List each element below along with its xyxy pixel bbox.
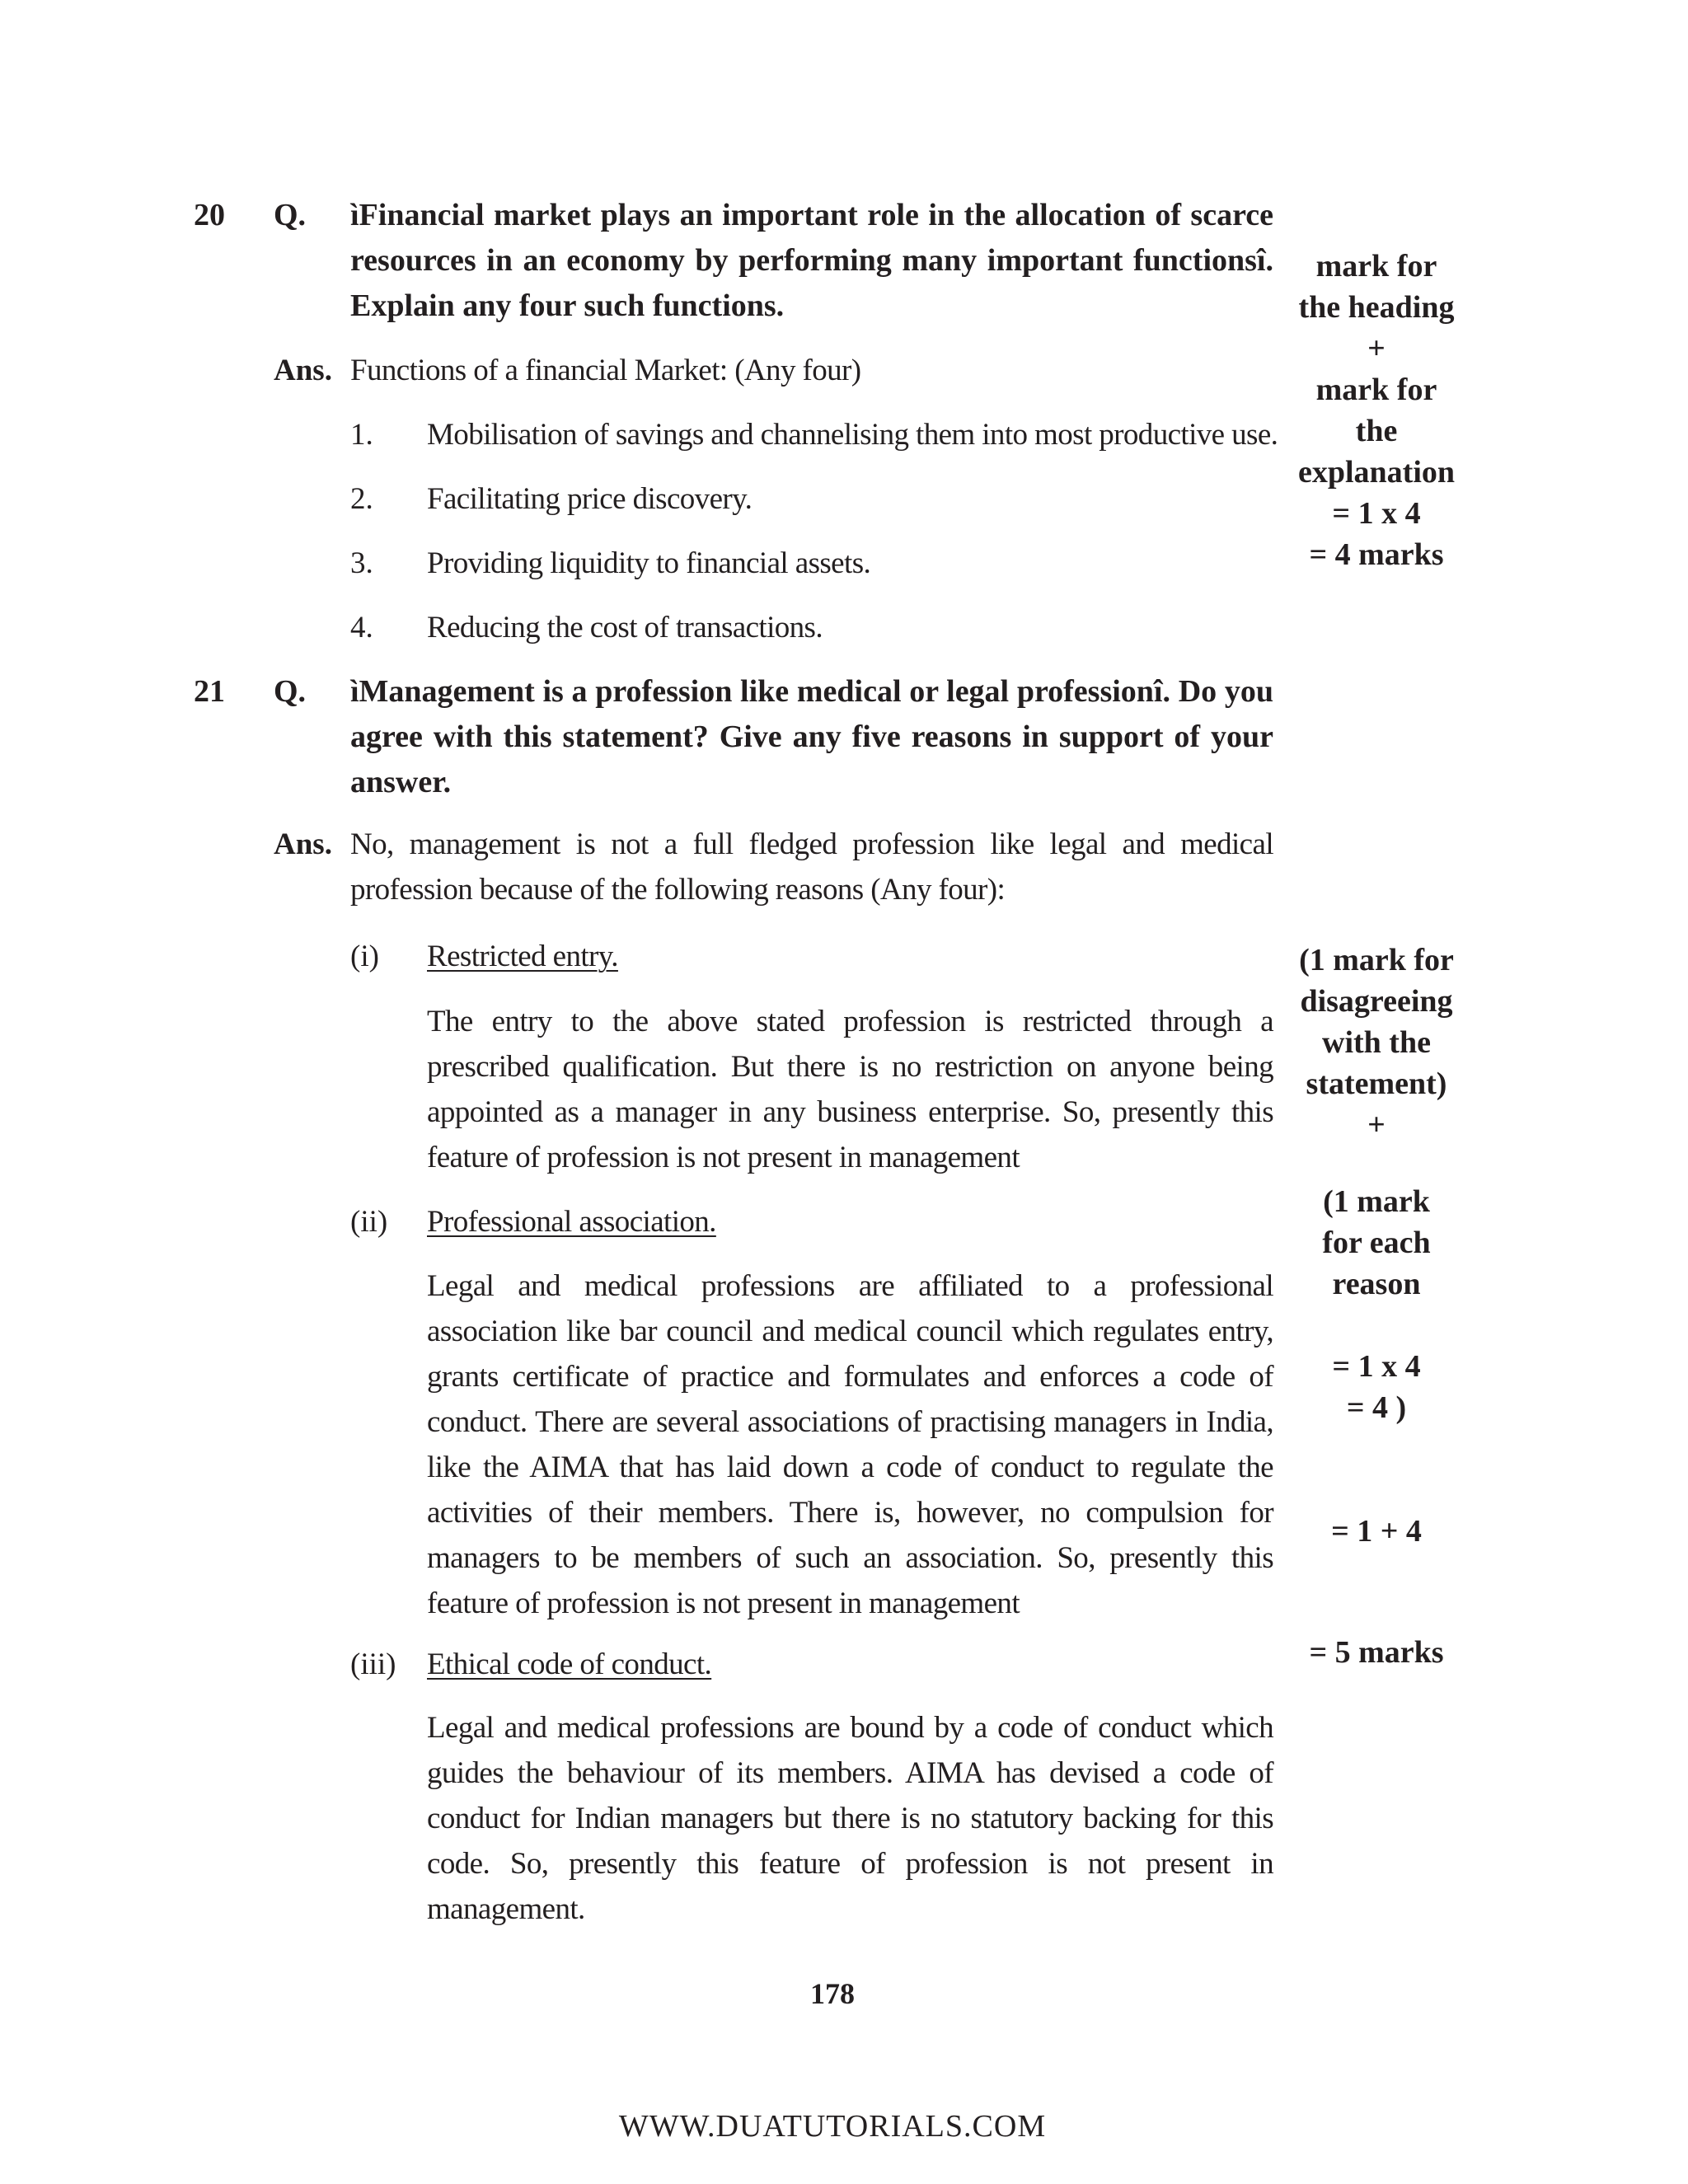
point-heading: Restricted entry.	[427, 940, 618, 973]
marks-line: the heading	[1298, 290, 1455, 325]
marks-line: +	[1367, 331, 1386, 366]
marks-line: = 4 )	[1346, 1390, 1407, 1425]
point-heading: Professional association.	[427, 1205, 716, 1239]
question-number-20: 20	[194, 198, 225, 232]
marks-line: with the	[1322, 1025, 1431, 1060]
marks-line: = 1 + 4	[1331, 1514, 1422, 1549]
list-item-number: 3.	[350, 546, 373, 580]
marks-line: for each	[1322, 1226, 1431, 1260]
point-number: (i)	[350, 940, 379, 973]
marks-line: explanation	[1297, 455, 1456, 490]
point-heading: Ethical code of conduct.	[427, 1647, 712, 1681]
marks-line: mark for	[1315, 373, 1437, 407]
marks-note-21	[1286, 940, 1467, 1146]
point-number: (ii)	[350, 1205, 388, 1239]
question-label-21: Q.	[274, 674, 307, 709]
marks-line: = 1 x 4	[1332, 496, 1421, 531]
page-number: 178	[810, 1977, 855, 2010]
point-text: The entry to the above stated profession is restricted through a prescribed qualification. But there is no restriction on anyone being appointed as a manager in any business enterprise. So, presently this feature of profession is not present in management	[427, 1005, 1273, 1174]
point-number: (iii)	[350, 1647, 396, 1681]
question-label-20: Q.	[274, 198, 307, 232]
question-text-21: ìManagement is a profession like medical or legal professionî. Do you agree with this statement? Give any five reasons in support of your answer.	[350, 674, 1273, 799]
marks-line: disagreeing	[1300, 984, 1453, 1019]
point-text: Legal and medical professions are affiliated to a professional association like bar council and medical council which regulates entry, grants certificate of practice and formulates and enforces a code of conduct. There are several associations of practising managers in India, like the AIMA that has laid down a code of conduct to regulate the activities of their members. There is, however, no compulsion for managers to be members of such an association. So, presently this feature of profession is not present in management	[427, 1269, 1273, 1620]
marks-total: = 5 marks	[1309, 1635, 1444, 1670]
footer-url: WWW.DUATUTORIALS.COM	[618, 2109, 1047, 2144]
answer-label-21: Ans.	[274, 827, 332, 861]
list-item-number: 4.	[350, 611, 373, 644]
list-item-text: Providing liquidity to financial assets.	[427, 546, 871, 580]
list-item-text: Facilitating price discovery.	[427, 482, 753, 516]
marks-note-20	[1286, 246, 1467, 575]
marks-line: the	[1355, 414, 1398, 448]
list-item-text: Reducing the cost of transactions.	[427, 611, 823, 644]
marks-line: +	[1367, 1108, 1386, 1142]
marks-note-21-reason	[1286, 1181, 1467, 1305]
answer-label-20: Ans.	[274, 354, 332, 387]
marks-line: mark for	[1315, 249, 1437, 284]
list-item-text: Mobilisation of savings and channelising them into most productive use.	[427, 418, 1278, 452]
marks-line: = 1 x 4	[1332, 1349, 1421, 1384]
question-number-21: 21	[194, 674, 225, 709]
question-text-20: ìFinancial market plays an important role in the allocation of scarce resources in an economy by performing many important functionsî. Explain any four such functions.	[350, 198, 1273, 323]
list-item-number: 2.	[350, 482, 373, 516]
list-item-number: 1.	[350, 418, 373, 452]
marks-line: reason	[1332, 1267, 1421, 1301]
answer-intro-21: No, management is not a full fledged profession like legal and medical profession because of the following reasons (Any four):	[350, 827, 1273, 907]
point-text: Legal and medical professions are bound by a code of conduct which guides the behaviour of its members. AIMA has devised a code of conduct for Indian managers but there is no statutory backing for this code. So, presently this feature of profession is not present in management.	[427, 1711, 1273, 1926]
marks-line: (1 mark	[1323, 1184, 1430, 1219]
marks-line: = 4 marks	[1309, 537, 1444, 572]
marks-line: (1 mark for	[1299, 943, 1454, 977]
marks-line: statement)	[1306, 1066, 1447, 1101]
answer-intro-20: Functions of a financial Market: (Any four)	[350, 354, 861, 387]
